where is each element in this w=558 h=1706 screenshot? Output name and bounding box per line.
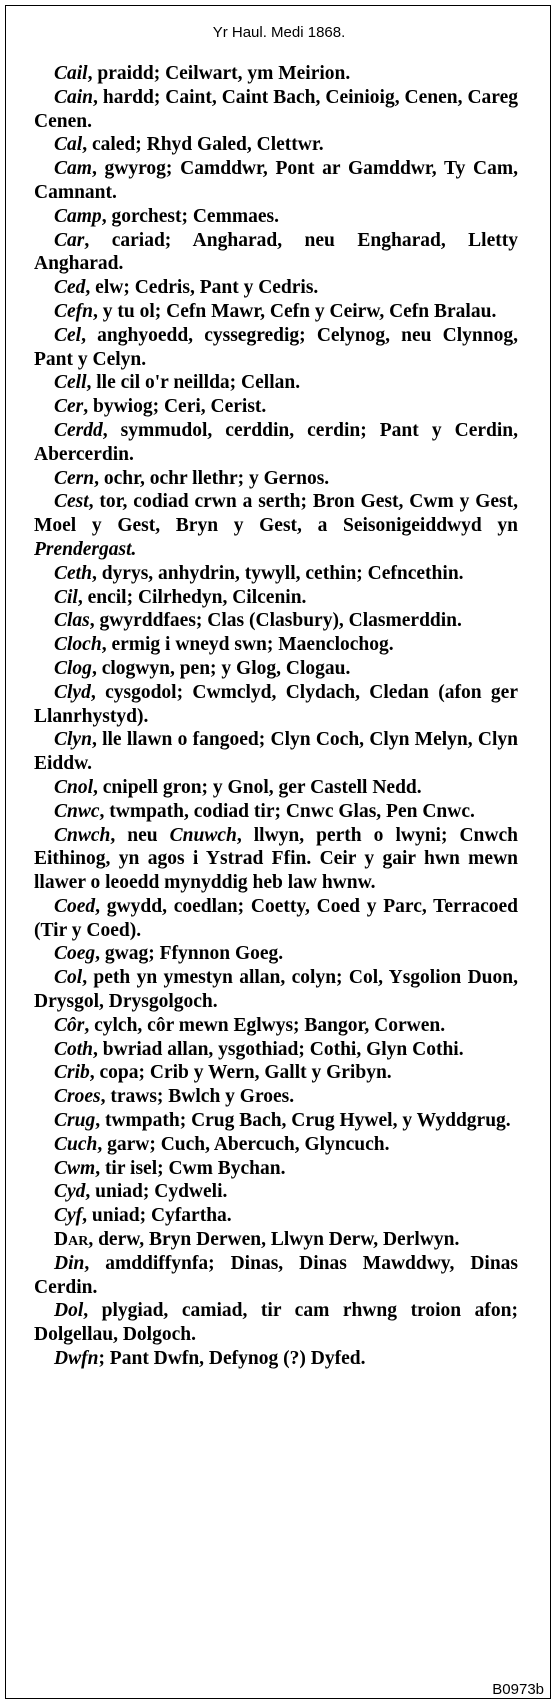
entry-headword: Din xyxy=(54,1252,85,1274)
entry-variant: Cnuwch xyxy=(169,824,237,846)
entry-definition: ; Pant Dwfn, Defynog (?) Dyfed. xyxy=(98,1348,366,1370)
entry-definition: , amddiffynfa; Dinas, Dinas Mawddwy, Dinas Cerdin. xyxy=(34,1252,518,1298)
entry-headword: Cnol xyxy=(54,776,94,798)
entry-definition: , symmudol, cerddin, cerdin; Pant y Cerdin, Abercerdin. xyxy=(34,419,518,465)
entry-definition: , cylch, côr mewn Eglwys; Bangor, Corwen. xyxy=(84,1014,446,1036)
entry-definition: , twmpath, codiad tir; Cnwc Glas, Pen Cnwc. xyxy=(99,800,475,822)
entry-headword: Dol xyxy=(54,1300,84,1322)
entry-headword: Car xyxy=(54,229,85,251)
glossary-entry xyxy=(34,1157,518,1181)
entry-definition: , ochr, ochr llethr; y Gernos. xyxy=(94,467,330,489)
entry-definition: , gwydd, coedlan; Coetty, Coed y Parc, Terracoed (Tir y Coed). xyxy=(34,895,518,941)
entry-definition: , traws; Bwlch y Groes. xyxy=(100,1086,295,1108)
entry-definition: , y tu ol; Cefn Mawr, Cefn y Ceirw, Cefn Bralau. xyxy=(93,300,497,322)
entry-definition: , encil; Cilrhedyn, Cilcenin. xyxy=(77,586,307,608)
entry-definition: , lle cil o'r neillda; Cellan. xyxy=(86,372,301,394)
entry-definition: , lle llawn o fangoed; Clyn Coch, Clyn Melyn, Clyn Eiddw. xyxy=(34,729,518,775)
glossary-entry xyxy=(34,205,518,229)
glossary-entry xyxy=(34,229,518,277)
entry-headword: Cuch xyxy=(54,1133,98,1155)
entry-headword: Cell xyxy=(54,372,87,394)
entry-headword: Camp xyxy=(54,205,102,227)
entry-definition: , tor, codiad crwn a serth; Bron Gest, Cwm y Gest, Moel y Gest, Bryn y Gest, a Seisonigeiddwyd yn xyxy=(34,491,518,537)
glossary-entry xyxy=(34,467,518,491)
entry-headword: Coed xyxy=(54,895,96,917)
entry-headword: Clas xyxy=(54,610,90,632)
entry-definition: , ermig i wneyd swn; Maenclochog. xyxy=(101,634,394,656)
glossary-entry xyxy=(34,1038,518,1062)
entry-headword: Cwm xyxy=(54,1157,96,1179)
glossary-entry xyxy=(34,1085,518,1109)
glossary-entry xyxy=(34,562,518,586)
glossary-entry xyxy=(34,1180,518,1204)
glossary-entries xyxy=(34,62,518,1371)
entry-definition-continued: , llwyn, perth o lwyni; Cnwch Eithinog, yn agos i Ystrad Ffin. Ceir y gair hwn mewn llawer o leoedd mynyddig heb law hwnw. xyxy=(34,824,518,894)
entry-definition: , gwyrog; Camddwr, Pont ar Gamddwr, Ty Cam, Camnant. xyxy=(34,158,518,203)
entry-headword: Cam xyxy=(54,158,92,180)
entry-headword: Cern xyxy=(54,467,95,489)
glossary-entry xyxy=(34,490,518,561)
entry-definition: , gorchest; Cemmaes. xyxy=(101,205,279,227)
glossary-entry xyxy=(34,966,518,1014)
entry-headword: Cnwc xyxy=(54,800,100,822)
entry-definition: , gwyrddfaes; Clas (Clasbury), Clasmerddin. xyxy=(89,610,462,632)
entry-definition: , twmpath; Crug Bach, Crug Hywel, y Wyddgrug. xyxy=(95,1110,511,1132)
glossary-entry xyxy=(34,824,518,895)
entry-headword: Cyf xyxy=(54,1205,83,1227)
glossary-entry xyxy=(34,942,518,966)
entry-headword: Cest xyxy=(54,491,89,513)
entry-headword: Coth xyxy=(54,1038,94,1060)
glossary-entry xyxy=(34,300,518,324)
glossary-entry xyxy=(34,1347,518,1371)
entry-definition: , anghyoedd, cyssegredig; Celynog, neu Clynnog, Pant y Celyn. xyxy=(34,324,518,370)
entry-definition: , copa; Crib y Wern, Gallt y Gribyn. xyxy=(89,1062,392,1084)
entry-italic-term: Prendergast. xyxy=(34,538,137,560)
entry-definition: , cysgodol; Cwmclyd, Clydach, Cledan (afon ger Llanrhystyd). xyxy=(34,681,518,727)
glossary-entry xyxy=(34,609,518,633)
entry-definition: , bwriad allan, ysgothiad; Cothi, Glyn Cothi. xyxy=(93,1038,464,1060)
entry-headword: Clog xyxy=(54,657,92,679)
entry-definition: , peth yn ymestyn allan, colyn; Col, Ysgolion Duon, Drysgol, Drysgolgoch. xyxy=(34,967,518,1013)
entry-headword: Clyn xyxy=(54,729,92,751)
entry-headword: Cain xyxy=(54,86,94,108)
glossary-entry xyxy=(34,728,518,776)
glossary-entry xyxy=(34,157,518,205)
entry-definition: , gwag; Ffynnon Goeg. xyxy=(95,943,284,965)
entry-headword: Dwfn xyxy=(54,1348,99,1370)
entry-definition: , cnipell gron; y Gnol, ger Castell Nedd. xyxy=(93,776,422,798)
glossary-entry xyxy=(34,371,518,395)
page-header: Yr Haul. Medi 1868. xyxy=(212,24,346,41)
glossary-entry xyxy=(34,324,518,372)
glossary-entry xyxy=(34,586,518,610)
glossary-entry xyxy=(34,1299,518,1347)
glossary-entry xyxy=(34,800,518,824)
glossary-entry xyxy=(34,657,518,681)
entry-headword: Cyd xyxy=(54,1181,86,1203)
glossary-entry xyxy=(34,1204,518,1228)
entry-headword: Ceth xyxy=(54,562,92,584)
entry-headword: Côr xyxy=(54,1014,85,1036)
entry-headword: Crib xyxy=(54,1062,90,1084)
glossary-entry xyxy=(34,1014,518,1038)
glossary-entry xyxy=(34,1228,518,1252)
entry-definition: , caled; Rhyd Galed, Clettwr. xyxy=(82,134,324,156)
glossary-entry xyxy=(34,681,518,729)
entry-headword: Cer xyxy=(54,396,84,418)
entry-headword: Dar xyxy=(54,1229,89,1251)
entry-headword: Ced xyxy=(54,277,86,299)
glossary-entry xyxy=(34,86,518,134)
entry-headword: Cel xyxy=(54,324,82,346)
entry-headword: Cefn xyxy=(54,300,93,322)
glossary-entry xyxy=(34,276,518,300)
glossary-entry xyxy=(34,1252,518,1300)
entry-headword: Coeg xyxy=(54,943,96,965)
entry-definition: , uniad; Cyfartha. xyxy=(82,1205,232,1227)
reference-code: B0973b xyxy=(492,1681,544,1698)
entry-definition: , neu xyxy=(110,824,170,846)
entry-definition: , derw, Bryn Derwen, Llwyn Derw, Derlwyn. xyxy=(88,1229,460,1251)
glossary-entry xyxy=(34,62,518,86)
glossary-entry xyxy=(34,419,518,467)
glossary-entry xyxy=(34,776,518,800)
entry-definition: , garw; Cuch, Abercuch, Glyncuch. xyxy=(97,1133,390,1155)
entry-headword: Cal xyxy=(54,134,83,156)
glossary-entry xyxy=(34,1133,518,1157)
glossary-entry xyxy=(34,395,518,419)
glossary-entry xyxy=(34,633,518,657)
entry-headword: Cloch xyxy=(54,634,102,656)
entry-headword: Cail xyxy=(54,63,88,84)
glossary-entry xyxy=(34,895,518,943)
entry-headword: Cnwch xyxy=(54,824,111,846)
entry-definition: , hardd; Caint, Caint Bach, Ceinioig, Cenen, Careg Cenen. xyxy=(34,86,518,132)
entry-headword: Crug xyxy=(54,1110,96,1132)
glossary-entry xyxy=(34,133,518,157)
entry-definition: , cariad; Angharad, neu Engharad, Lletty Angharad. xyxy=(34,229,518,275)
entry-definition: , clogwyn, pen; y Glog, Clogau. xyxy=(91,657,351,679)
entry-definition: , praidd; Ceilwart, ym Meirion. xyxy=(87,63,351,84)
entry-definition: , bywiog; Ceri, Cerist. xyxy=(83,396,267,418)
entry-headword: Cerdd xyxy=(54,419,103,441)
entry-headword: Croes xyxy=(54,1086,101,1108)
entry-definition: , plygiad, camiad, tir cam rhwng troion afon; Dolgellau, Dolgoch. xyxy=(34,1300,518,1346)
entry-definition: , tir isel; Cwm Bychan. xyxy=(95,1157,286,1179)
glossary-entry xyxy=(34,1109,518,1133)
entry-headword: Cil xyxy=(54,586,78,608)
entry-definition: , elw; Cedris, Pant y Cedris. xyxy=(85,277,319,299)
entry-definition: , uniad; Cydweli. xyxy=(85,1181,228,1203)
entry-definition: , dyrys, anhydrin, tywyll, cethin; Cefncethin. xyxy=(91,562,464,584)
entry-headword: Clyd xyxy=(54,681,91,703)
entry-headword: Col xyxy=(54,967,83,989)
glossary-entry xyxy=(34,1061,518,1085)
